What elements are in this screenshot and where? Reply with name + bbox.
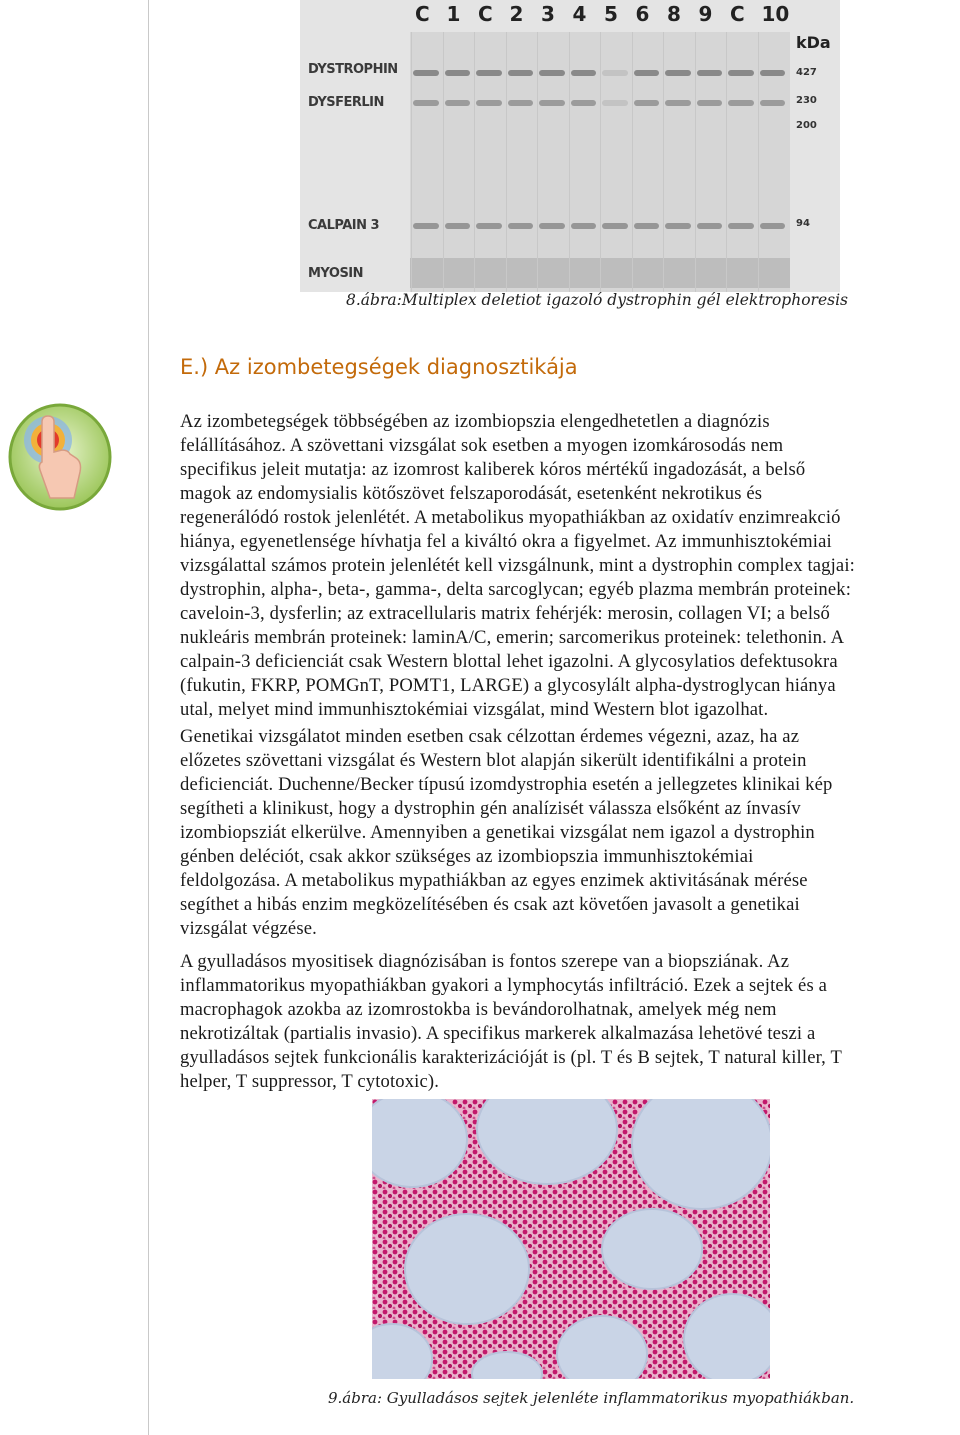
- blot-band: [728, 100, 754, 106]
- paragraph-line: vizsgálat végzése.: [180, 918, 317, 939]
- paragraph-line: deficienciát. Duchenne/Becker típusú izomdystrophia esetén a jellegzetes klinikai kép: [180, 774, 833, 795]
- kda-mark-200: 200: [796, 120, 817, 131]
- lane-label: 2: [509, 2, 524, 26]
- paragraph-line: caveloin-3, dysferlin; az extracellularis matrix fehérjék: merosin, collagen VI; a belső: [180, 603, 830, 624]
- blot-band: [665, 70, 691, 76]
- blot-band: [634, 100, 660, 106]
- blot-band: [697, 223, 723, 229]
- paragraph-line: (fukutin, FKRP, POMGnT, POMT1, LARGE) a glycosylált alpha-dystroglycan hiánya: [180, 675, 836, 696]
- paragraph-line: előzetes szövettani vizsgálat és Western blot alapján sikerült identifikálni a protein: [180, 750, 807, 771]
- blot-band: [697, 100, 723, 106]
- blot-band: [634, 70, 660, 76]
- lane-label: 5: [604, 2, 618, 26]
- lane-separator: [663, 32, 664, 292]
- paragraph-line: vizsgálattal számos protein jelenlétét kell vizsgálnunk, mint a dystrophin complex tagjai:: [180, 555, 855, 576]
- paragraph-line: calpain-3 deficienciát csak Western blottal lehet igazolni. A glycosylatios defektusokra: [180, 651, 838, 672]
- paragraph-line: magok az endomysialis kötőszövet felszaporodását, esetenként nekrotikus és: [180, 483, 763, 504]
- blot-band: [760, 223, 786, 229]
- blot-band: [508, 70, 534, 76]
- paragraph-line: helper, T suppressor, T cytotoxic).: [180, 1071, 440, 1092]
- lane-label: 3: [541, 2, 555, 26]
- paragraph-line: segíthet a hibás enzim megközelítésében és csak azt követően javasolt a genetikai: [180, 894, 800, 915]
- blot-band: [476, 100, 502, 106]
- paragraph-line: feldolgozása. A metabolikus mypathiákban az egyes enzimek aktivitásának mérése: [180, 870, 808, 891]
- lane-separator: [506, 32, 507, 292]
- histology-image: [372, 1099, 770, 1379]
- lane-separator: [474, 32, 475, 292]
- blot-band: [728, 223, 754, 229]
- blot-band: [445, 223, 471, 229]
- blot-band: [760, 100, 786, 106]
- row-label-dystrophin: DYSTROPHIN: [308, 62, 398, 77]
- paragraph-line: felállításához. A szövettani vizsgálat sok esetben a myogen izomkárosodás nem: [180, 435, 784, 456]
- paragraph-biopsy: [180, 410, 960, 722]
- blot-band: [665, 100, 691, 106]
- paragraph-line: inflammatorikus myopathiákban gyakori a lymphocytás infiltráció. Ezek a sejtek és a: [180, 975, 828, 996]
- paragraph-line: nekrotizáltak (partialis invasio). A specifikus markerek alkalmazása lehetövé teszi a: [180, 1023, 816, 1044]
- blot-band: [634, 223, 660, 229]
- blot-band: [760, 70, 786, 76]
- lane-separator: [537, 32, 538, 292]
- paragraph-line: gyulladásos sejtek funkcionális karakterizációját is (pl. T és B sejtek, T natural killer, T: [180, 1047, 842, 1068]
- blot-band: [665, 223, 691, 229]
- paragraph-line: Genetikai vizsgálatot minden esetben csak célzottan érdemes végezni, azaz, ha az: [180, 726, 800, 747]
- lane-label: 6: [635, 2, 650, 26]
- paragraph-line: A gyulladásos myositisek diagnózisában is fontos szerepe van a biopsziának. Az: [180, 951, 790, 972]
- lane-label: 9: [698, 2, 713, 26]
- lane-label: 1: [446, 2, 461, 26]
- blot-band: [508, 100, 534, 106]
- lane-separator: [695, 32, 696, 292]
- blot-band: [571, 100, 597, 106]
- touch-button-icon: [4, 400, 116, 514]
- blot-band: [728, 70, 754, 76]
- paragraph-myositis: [180, 950, 960, 1094]
- paragraph-line: specifikus jeleit mutatja: az izomrost kaliberek kóros mértékű ingadozását, a belső: [180, 459, 806, 480]
- paragraph-line: Az izombetegségek többségében az izombiopszia elengedhetetlen a diagnózis: [180, 411, 770, 432]
- lane-separator: [726, 32, 727, 292]
- lane-label: C: [730, 2, 745, 26]
- blot-band: [602, 223, 628, 229]
- blot-band: [445, 70, 471, 76]
- paragraph-line: hiánya, egyenetlensége hívhatja fel a kiváltó okra a figyelmet. Az immunhisztokémiai: [180, 531, 832, 552]
- lane-separator: [569, 32, 570, 292]
- lane-separator: [758, 32, 759, 292]
- blot-band: [413, 70, 439, 76]
- blot-band: [476, 223, 502, 229]
- blot-band: [539, 70, 565, 76]
- blot-band: [571, 70, 597, 76]
- blot-band: [413, 100, 439, 106]
- blot-band: [697, 70, 723, 76]
- blot-band: [508, 223, 534, 229]
- blot-band: [476, 70, 502, 76]
- paragraph-line: segítheti a klinikust, hogy a dystrophin gén analízisét válassza elsőként az ínvasív: [180, 798, 801, 819]
- margin-rule: [148, 0, 149, 1435]
- lane-label: C: [478, 2, 493, 26]
- figure9-caption: 9.ábra: Gyulladásos sejtek jelenléte inflammatorikus myopathiákban.: [328, 1389, 855, 1407]
- western-blot-figure: [300, 0, 840, 292]
- paragraph-line: génben deléciót, csak akkor szükséges az izombiopszia immunhisztokémiai: [180, 846, 754, 867]
- kda-mark-427: 427: [796, 67, 817, 78]
- lane-separator: [411, 32, 412, 292]
- lane-separator: [443, 32, 444, 292]
- kda-mark-94: 94: [796, 218, 810, 229]
- blot-band: [602, 100, 628, 106]
- blot-band: [539, 100, 565, 106]
- paragraph-line: izombiopsziát elkerülve. Amennyiben a genetikai vizsgálat nem igazol a dystrophin: [180, 822, 815, 843]
- paragraph-line: dystrophin, alpha-, beta-, gamma-, delta sarcoglycan; egyéb plazma membrán proteinek:: [180, 579, 852, 600]
- paragraph-line: regenerálódó rostok jelenlétét. A metabolikus myopathiákban az oxidatív enzimreakció: [180, 507, 841, 528]
- row-label-dysferlin: DYSFERLIN: [308, 95, 384, 110]
- lane-label: 10: [761, 2, 790, 26]
- section-heading: E.) Az izombetegségek diagnosztikája: [180, 355, 578, 379]
- lane-separator: [632, 32, 633, 292]
- paragraph-line: utal, melyet mind immunhisztokémiai vizsgálat, mind Western blot igazolhat.: [180, 699, 769, 720]
- kda-mark-230: 230: [796, 95, 817, 106]
- lane-separator: [600, 32, 601, 292]
- paragraph-line: macrophagok azokba az izomrostokba is bevándorolhatnak, amelyek még nem: [180, 999, 777, 1020]
- kda-unit-label: kDa: [796, 33, 831, 52]
- row-label-myosin: MYOSIN: [308, 266, 364, 281]
- blot-band: [413, 223, 439, 229]
- row-label-calpain3: CALPAIN 3: [308, 218, 380, 233]
- lane-label: 8: [667, 2, 681, 26]
- figure8-caption: 8.ábra:Multiplex deletiot igazoló dystrophin gél elektrophoresis: [346, 291, 848, 309]
- paragraph-genetics: [180, 725, 960, 941]
- blot-band: [539, 223, 565, 229]
- paragraph-line: nukleáris membrán proteinek: laminA/C, emerin; sarcomerikus proteinek: telethonin. A: [180, 627, 845, 648]
- blot-band: [571, 223, 597, 229]
- lane-label: 4: [572, 2, 587, 26]
- blot-band: [445, 100, 471, 106]
- blot-band: [602, 70, 628, 76]
- lane-label: C: [415, 2, 430, 26]
